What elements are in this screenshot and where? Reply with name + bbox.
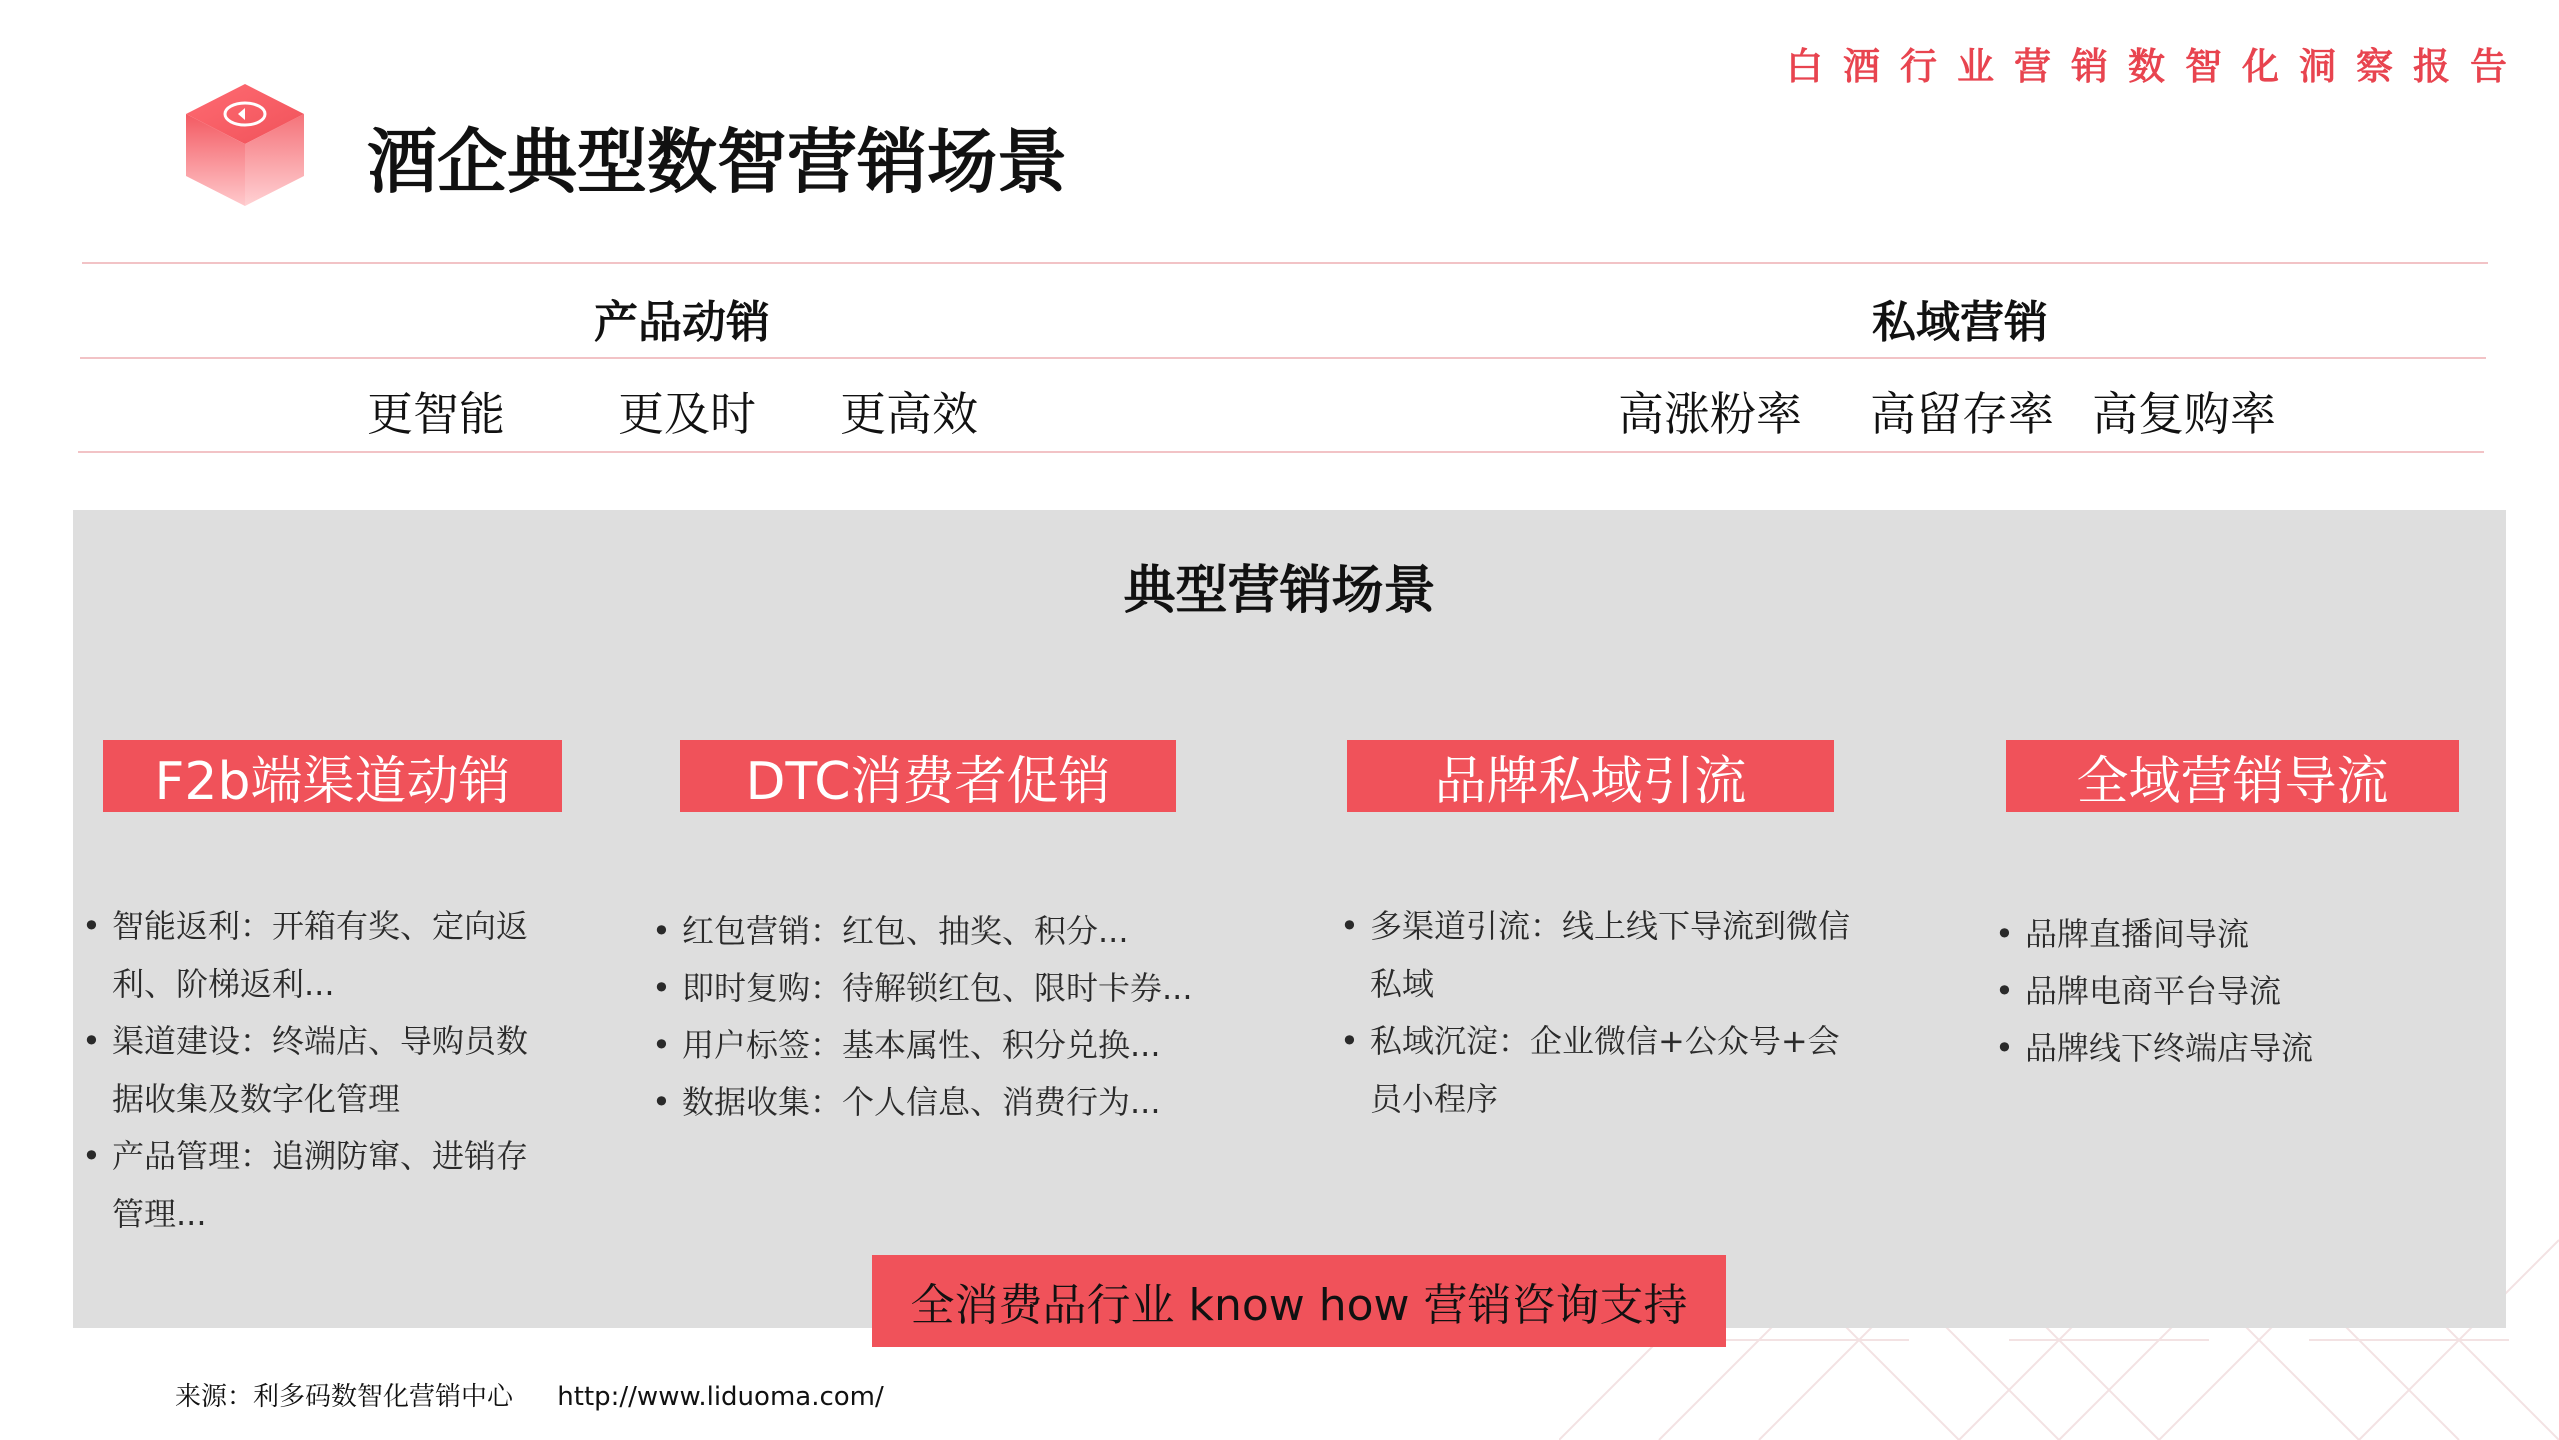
list-item: • 多渠道引流：线上线下导流到微信私域 bbox=[1340, 898, 1870, 1013]
list-item: • 用户标签：基本属性、积分兑换... bbox=[652, 1017, 1212, 1074]
attribute-more-timely: 更及时 bbox=[618, 387, 756, 441]
list-item: • 私域沉淀：企业微信+公众号+会员小程序 bbox=[1340, 1013, 1870, 1128]
report-title: 白酒行业营销数智化洞察报告 bbox=[1786, 45, 2527, 88]
attribute-repurchase: 高复购率 bbox=[2092, 387, 2276, 441]
scenario-dtc-list bbox=[652, 903, 1212, 1131]
source-label: 来源：利多码数智化营销中心 bbox=[175, 1382, 514, 1412]
list-item: • 红包营销：红包、抽奖、积分... bbox=[652, 903, 1212, 960]
scenario-omnichannel-traffic: 全域营销导流 bbox=[2006, 740, 2459, 812]
middle-divider bbox=[80, 357, 2486, 359]
source-url[interactable]: http://www.liduoma.com/ bbox=[557, 1382, 884, 1412]
attribute-more-efficient: 更高效 bbox=[840, 387, 978, 441]
top-divider bbox=[82, 262, 2488, 264]
category-private-domain: 私域营销 bbox=[1872, 297, 2048, 348]
list-item: • 数据收集：个人信息、消费行为... bbox=[652, 1074, 1212, 1131]
panel-title: 典型营销场景 bbox=[1123, 561, 1436, 621]
page-title: 酒企典型数智营销场景 bbox=[367, 121, 1067, 203]
category-product-sales: 产品动销 bbox=[594, 297, 770, 348]
list-item: • 品牌直播间导流 bbox=[1995, 906, 2455, 963]
scenario-omnichannel-list bbox=[1995, 906, 2455, 1077]
brand-cube-icon bbox=[180, 80, 310, 210]
attribute-retention: 高留存率 bbox=[1870, 387, 2054, 441]
scenario-f2b-channel: F2b端渠道动销 bbox=[103, 740, 562, 812]
scenario-f2b-list bbox=[82, 898, 552, 1243]
scenario-dtc-promotion: DTC消费者促销 bbox=[680, 740, 1176, 812]
list-item: • 品牌电商平台导流 bbox=[1995, 963, 2455, 1020]
consulting-support-banner: 全消费品行业 know how 营销咨询支持 bbox=[872, 1255, 1726, 1347]
attribute-follower-growth: 高涨粉率 bbox=[1618, 387, 1802, 441]
list-item: • 品牌线下终端店导流 bbox=[1995, 1020, 2455, 1077]
attribute-smarter: 更智能 bbox=[367, 387, 505, 441]
bottom-divider bbox=[78, 451, 2484, 453]
list-item: • 智能返利：开箱有奖、定向返利、阶梯返利... bbox=[82, 898, 552, 1013]
list-item: • 产品管理：追溯防窜、进销存管理... bbox=[82, 1128, 552, 1243]
scenario-brand-private-list bbox=[1340, 898, 1870, 1128]
list-item: • 渠道建设：终端店、导购员数据收集及数字化管理 bbox=[82, 1013, 552, 1128]
list-item: • 即时复购：待解锁红包、限时卡券... bbox=[652, 960, 1212, 1017]
scenario-brand-private-traffic: 品牌私域引流 bbox=[1347, 740, 1834, 812]
source-note bbox=[175, 1376, 920, 1413]
